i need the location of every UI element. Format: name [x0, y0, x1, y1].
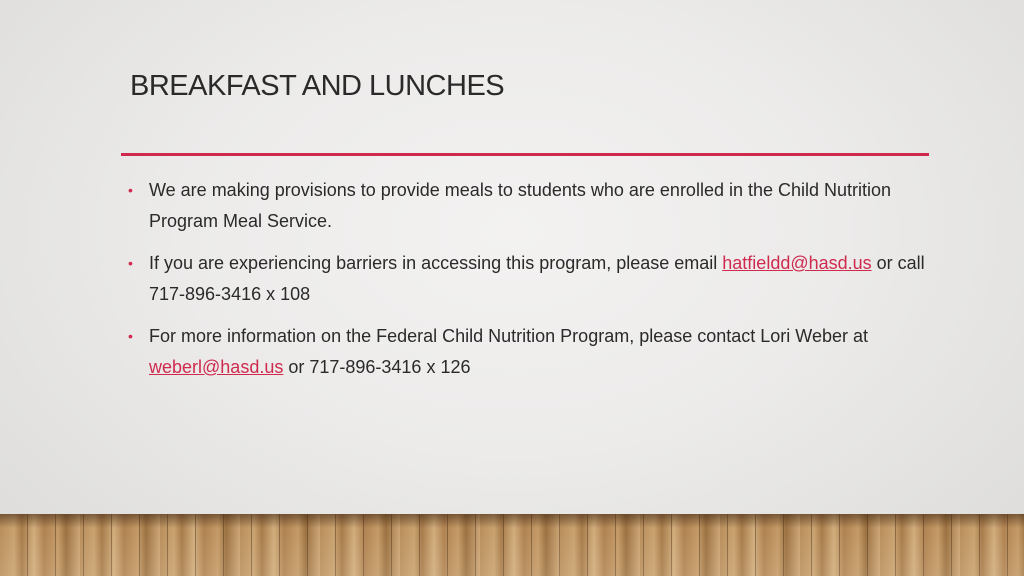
bullet-icon: •: [128, 328, 133, 344]
bullet-text-continued: or 717-896-3416 x 126: [283, 357, 471, 377]
bullet-item-meal-provisions: [128, 175, 928, 237]
bullet-item-barriers: [128, 248, 928, 310]
bullet-icon: •: [128, 255, 133, 271]
email-link-weberl[interactable]: weberl@hasd.us: [149, 357, 284, 377]
bullet-text: We are making provisions to provide meals to students who are enrolled in the Child Nutrition Program Meal Service.: [149, 180, 892, 231]
bullet-item-more-info: [128, 321, 928, 383]
bullet-icon: •: [128, 182, 133, 198]
email-link-hatfieldd[interactable]: hatfieldd@hasd.us: [722, 253, 872, 273]
bullet-text-continued: or call 717-896-3416 x 108: [149, 253, 925, 304]
title-divider: [121, 153, 929, 156]
floor-shading: [0, 514, 1024, 576]
bullet-text: If you are experiencing barriers in accessing this program, please email: [149, 253, 723, 273]
bullet-text: For more information on the Federal Child Nutrition Program, please contact Lori Weber at: [149, 326, 868, 346]
slide-title: BREAKFAST AND LUNCHES: [130, 70, 505, 102]
wood-floor-background: [0, 514, 1024, 576]
bullet-list: [128, 175, 928, 394]
